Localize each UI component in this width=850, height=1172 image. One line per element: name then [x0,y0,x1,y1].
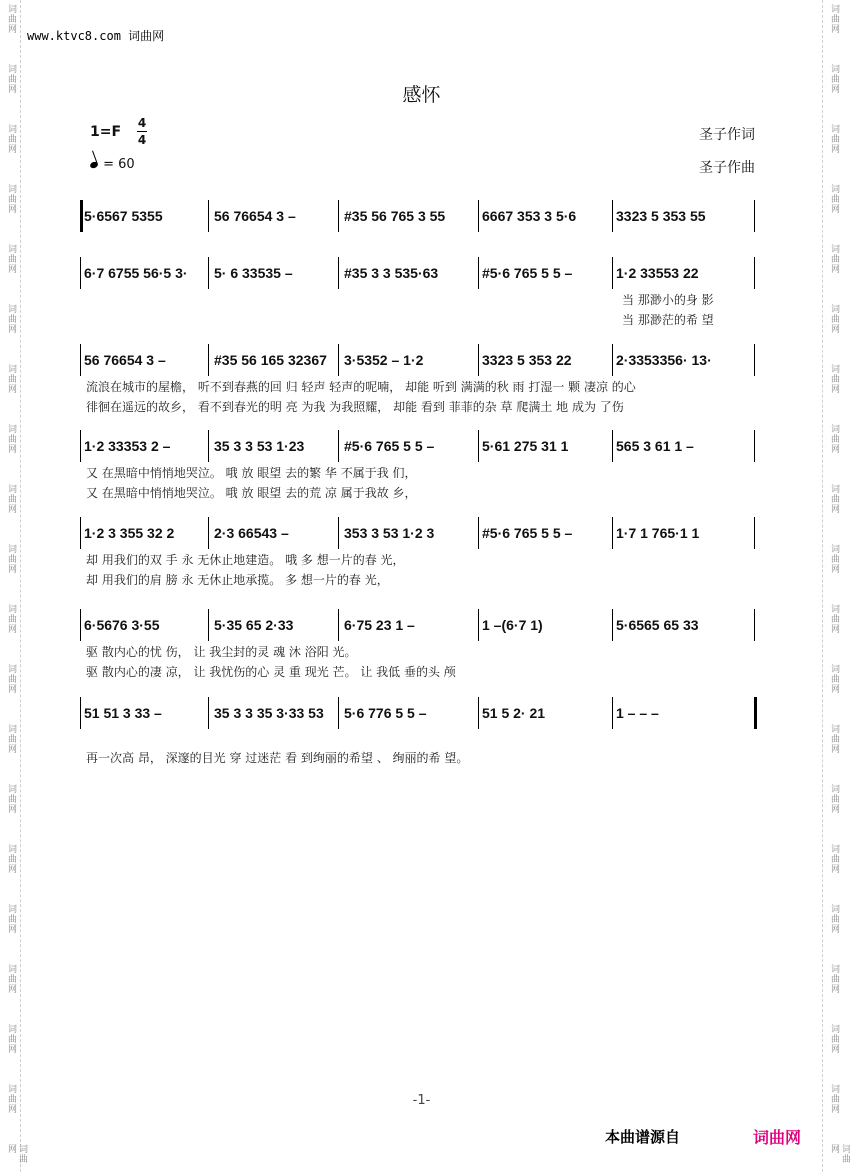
measure: 3·5352 – 1·2 [344,352,424,368]
barline [754,517,755,549]
measure: 5· 6 33535 – [214,265,293,281]
barline [478,517,479,549]
barline [208,344,209,376]
measure: 6·5676 3·55 [84,617,160,633]
measure: #5·6 765 5 5 – [482,265,573,281]
lyric-line: 驱 散内心的忧 伤， 让 我尘封的灵 魂 沐 浴阳 光。 [86,645,357,659]
lyric-line: 当 那渺小的身 影 [622,293,714,307]
watermark-text: 词曲网 [829,904,839,934]
barline [754,697,757,729]
lyric-line: 当 那渺茫的希 望 [622,313,714,327]
measure: 35 3 3 35 3·33 53 [214,705,324,721]
watermark-text: 词曲网 [829,424,839,454]
measure: 353 3 53 1·2 3 [344,525,435,541]
watermark-text: 词曲网 [829,724,839,754]
left-watermark-strip [0,0,21,1172]
barline [478,697,479,729]
measure: #35 56 765 3 55 [344,208,446,224]
barline [338,200,339,232]
measure: 56 76654 3 – [214,208,296,224]
lyric-line: 驱 散内心的凄 凉， 让 我忧伤的心 灵 重 现光 芒。 让 我低 垂的头 颅 [86,665,456,679]
watermark-text: 词曲网 [6,904,16,934]
watermark-text: 词曲网 [6,424,16,454]
measure: 6·7 6755 56·5 3· [84,265,188,281]
barline [80,344,81,376]
source-label: 本曲谱源自 [605,1128,681,1146]
barline [754,257,755,289]
measure: #5·6 765 5 5 – [344,438,435,454]
score-system [80,695,756,765]
watermark-text: 词曲网 [829,964,839,994]
measure: 1·7 1 765·1 1 [616,525,700,541]
barline [478,257,479,289]
watermark-text: 词曲网 [6,664,16,694]
measure: #35 56 165 32367 [214,352,327,368]
measure: 2·3353356· 13· [616,352,712,368]
quarter-note-icon [89,161,99,169]
watermark-text: 词曲网 [6,364,16,394]
watermark-text: 词曲网 [829,184,839,214]
measure: 1·2 33553 22 [616,265,699,281]
measure: 6·75 23 1 – [344,617,415,633]
barline [208,517,209,549]
barline [208,697,209,729]
lyric-line: 又 在黑暗中悄悄地哭泣。 哦 放 眼望 去的荒 凉 属于我故 乡， [86,486,417,500]
watermark-text: 词曲网 [6,124,16,154]
lyric-line: 流浪在城市的屋檐， 听不到春燕的回 归 轻声 轻声的呢喃， 却能 听到 满满的秋 雨 打湿一 颗 凄凉 的心 [86,380,636,394]
watermark-text: 词曲网 [829,664,839,694]
barline [612,517,613,549]
watermark-text: 词曲网 [6,4,16,34]
watermark-text: 词曲网 [829,244,839,274]
score-system [80,342,756,414]
barline [80,517,81,549]
watermark-text: 词曲网 [829,304,839,334]
watermark-text: 词曲网 [829,544,839,574]
barline [208,609,209,641]
watermark-text: 词曲网 [6,484,16,514]
barline [478,344,479,376]
measure: 5·6565 65 33 [616,617,699,633]
barline [612,257,613,289]
watermark-text: 词曲网 [6,724,16,754]
barline [612,200,613,232]
lyric-line: 却 用我们的双 手 永 无休止地建造。 哦 多 想一片的春 光， [86,553,405,567]
lyricist-credit: 圣子作词 [699,127,755,143]
score-system [80,255,756,327]
measure: 3323 5 353 55 [616,208,706,224]
barline [338,430,339,462]
watermark-text: 词曲网 [829,784,839,814]
watermark-text: 词曲网 [6,64,16,94]
barline [80,430,81,462]
measure: 3323 5 353 22 [482,352,572,368]
watermark-text: 词曲网 [6,1024,16,1054]
song-title: 感怀 [402,84,441,106]
meter-top: 4 [137,116,147,130]
watermark-text: 词曲网 [829,64,839,94]
watermark-text: 词曲网 [829,844,839,874]
score-system [80,515,756,587]
watermark-text: 词曲网 [829,1144,850,1164]
barline [338,609,339,641]
measure: 6667 353 3 5·6 [482,208,577,224]
barline [80,697,81,729]
watermark-text: 词曲网 [829,1084,839,1114]
lyric-line: 徘徊在遥远的故乡， 看不到春光的明 亮 为我 为我照耀， 却能 看到 菲菲的杂 草 爬满土 地 成为 了伤 [86,400,624,414]
measure: 56 76654 3 – [84,352,166,368]
watermark-text: 词曲网 [6,544,16,574]
barline [338,697,339,729]
watermark-text: 词曲网 [829,484,839,514]
watermark-text: 词曲网 [6,844,16,874]
brand-link[interactable]: 词曲网 [753,1128,802,1147]
meter-bottom: 4 [137,133,147,147]
barline [208,257,209,289]
measure: 1 –(6·7 1) [482,617,543,633]
watermark-text: 词曲网 [6,604,16,634]
measure: 51 5 2· 21 [482,705,546,721]
barline [478,200,479,232]
barline [612,430,613,462]
watermark-text: 词曲网 [829,1024,839,1054]
measure: 5·35 65 2·33 [214,617,294,633]
barline [80,609,81,641]
watermark-text: 词曲网 [6,1084,16,1114]
barline [612,697,613,729]
watermark-text: 词曲网 [6,784,16,814]
barline [208,200,209,232]
page-number: -1- [412,1093,431,1108]
score-system [80,428,756,500]
score-system [80,607,756,679]
barline [612,344,613,376]
watermark-text: 词曲网 [829,364,839,394]
watermark-text: 词曲网 [6,304,16,334]
tempo-value: = 60 [103,157,135,172]
measure: 5·6567 5355 [84,208,163,224]
measure: 1·2 3 355 32 2 [84,525,175,541]
key-signature: 1=F [90,124,122,140]
barline [338,257,339,289]
composer-credit: 圣子作曲 [699,160,755,176]
measure: #5·6 765 5 5 – [482,525,573,541]
measure: #35 3 3 535·63 [344,265,439,281]
barline [754,344,755,376]
measure: 1 – – – [616,705,659,721]
barline [754,430,755,462]
barline [754,609,755,641]
barline [478,430,479,462]
barline [208,430,209,462]
measure: 35 3 3 53 1·23 [214,438,305,454]
watermark-text: 词曲网 [6,244,16,274]
measure: 1·2 33353 2 – [84,438,171,454]
barline [338,344,339,376]
measure: 5·61 275 31 1 [482,438,569,454]
watermark-text: 词曲网 [829,4,839,34]
measure: 5·6 776 5 5 – [344,705,427,721]
measure: 565 3 61 1 – [616,438,694,454]
right-watermark-strip [822,0,843,1172]
measure: 2·3 66543 – [214,525,289,541]
barline [80,200,83,232]
lyric-line: 却 用我们的肩 膀 永 无休止地承揽。 多 想一片的春 光， [86,573,389,587]
watermark-text: 词曲网 [829,604,839,634]
lyric-line: 再一次高 昂， 深邃的目光 穿 过迷茫 看 到绚丽的希望 、 绚丽的希 望。 [86,751,469,765]
time-signature [137,116,147,147]
watermark-text: 词曲网 [829,124,839,154]
site-url[interactable]: www.ktvc8.com 词曲网 [27,29,165,43]
tempo-marking [90,157,135,172]
measure: 51 51 3 33 – [84,705,162,721]
watermark-text: 词曲网 [6,964,16,994]
barline [754,200,755,232]
score-system [80,198,756,238]
lyric-line: 又 在黑暗中悄悄地哭泣。 哦 放 眼望 去的繁 华 不属于我 们， [86,466,417,480]
barline [478,609,479,641]
watermark-text: 词曲网 [6,1144,27,1164]
watermark-text: 词曲网 [6,184,16,214]
barline [80,257,81,289]
barline [338,517,339,549]
barline [612,609,613,641]
